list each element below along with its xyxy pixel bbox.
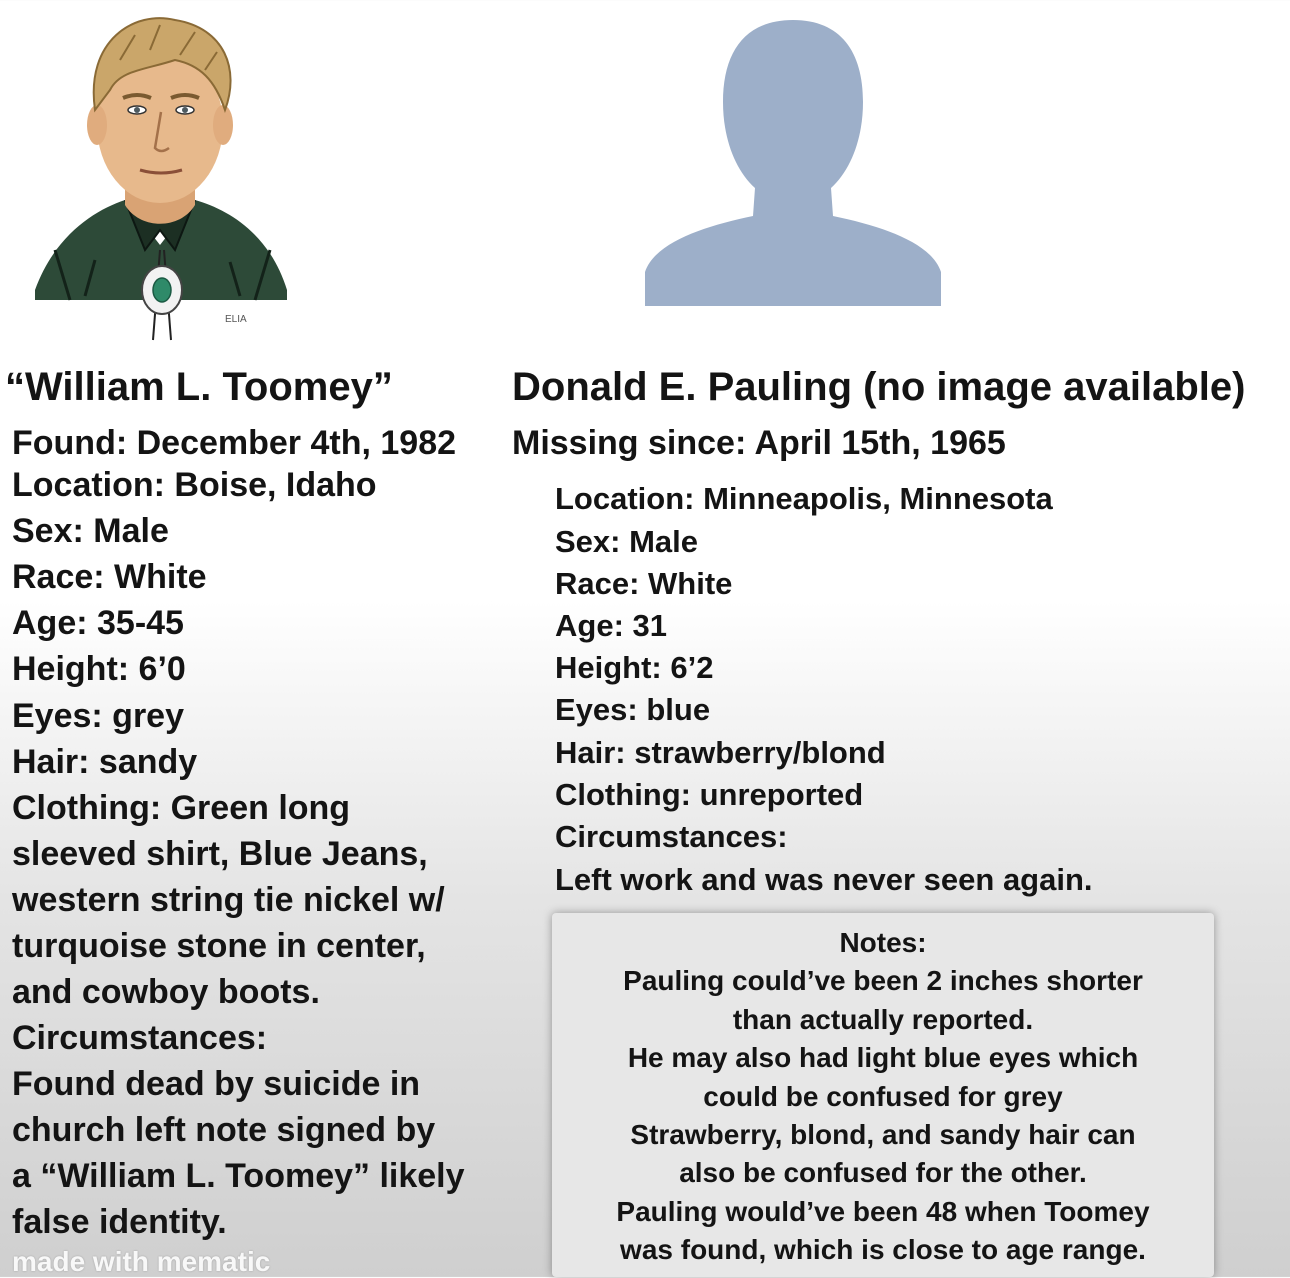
note-line: than actually reported. <box>732 1004 1034 1035</box>
note-line: Pauling could’ve been 2 inches shorter <box>623 965 1143 996</box>
left-detail-line: Hair: sandy <box>12 743 198 781</box>
left-detail-line: Found dead by suicide in <box>12 1065 421 1103</box>
left-detail-line: Race: White <box>12 558 207 596</box>
left-detail-line: and cowboy boots. <box>12 973 320 1011</box>
right-detail-line: Eyes: blue <box>555 692 711 727</box>
right-detail-line: Circumstances: <box>555 819 788 854</box>
left-detail-line: western string tie nickel w/ <box>12 881 445 919</box>
right-detail-line: Left work and was never seen again. <box>555 862 1093 897</box>
left-detail-line: turquoise stone in center, <box>12 927 426 965</box>
right-detail-line: Location: Minneapolis, Minnesota <box>555 481 1053 516</box>
left-detail-line: Sex: Male <box>12 512 169 550</box>
note-line: Strawberry, blond, and sandy hair can <box>630 1119 1136 1150</box>
note-line: could be confused for grey <box>703 1081 1063 1112</box>
note-line: He may also had light blue eyes which <box>627 1042 1139 1073</box>
right-detail-line: Clothing: unreported <box>555 777 864 812</box>
left-detail-line: a “William L. Toomey” likely <box>12 1157 465 1195</box>
right-detail-line: Hair: strawberry/blond <box>555 735 886 770</box>
no-image-silhouette-icon <box>645 20 941 306</box>
right-detail-line: Sex: Male <box>555 524 699 559</box>
note-line: was found, which is close to age range. <box>620 1234 1146 1265</box>
suspect-sketch <box>25 0 295 352</box>
notes-box <box>552 913 1214 1277</box>
missing-since: Missing since: April 15th, 1965 <box>512 424 1006 462</box>
sketch-signature: ELIA <box>225 314 247 325</box>
left-detail-line: Clothing: Green long <box>12 789 351 827</box>
left-detail-line: Age: 35-45 <box>12 604 184 642</box>
left-detail-line: church left note signed by <box>12 1111 436 1149</box>
left-detail-line: sleeved shirt, Blue Jeans, <box>12 835 428 873</box>
watermark: made with mematic <box>12 1246 271 1277</box>
left-detail-line: Eyes: grey <box>12 697 184 735</box>
left-detail-line: Found: December 4th, 1982 <box>12 424 457 462</box>
left-detail-line: false identity. <box>12 1203 227 1241</box>
right-person-title: Donald E. Pauling (no image available) <box>512 365 1246 409</box>
left-detail-line: Circumstances: <box>12 1019 268 1057</box>
right-detail-line: Height: 6’2 <box>555 650 714 685</box>
left-detail-line: Height: 6’0 <box>12 650 186 688</box>
note-line: Pauling would’ve been 48 when Toomey <box>616 1196 1150 1227</box>
left-detail-line: Location: Boise, Idaho <box>12 466 377 504</box>
note-line: also be confused for the other. <box>679 1157 1087 1188</box>
right-detail-line: Race: White <box>555 566 733 601</box>
right-detail-line: Age: 31 <box>555 608 667 643</box>
left-person-title: “William L. Toomey” <box>5 365 393 409</box>
notes-heading: Notes: <box>839 927 927 958</box>
